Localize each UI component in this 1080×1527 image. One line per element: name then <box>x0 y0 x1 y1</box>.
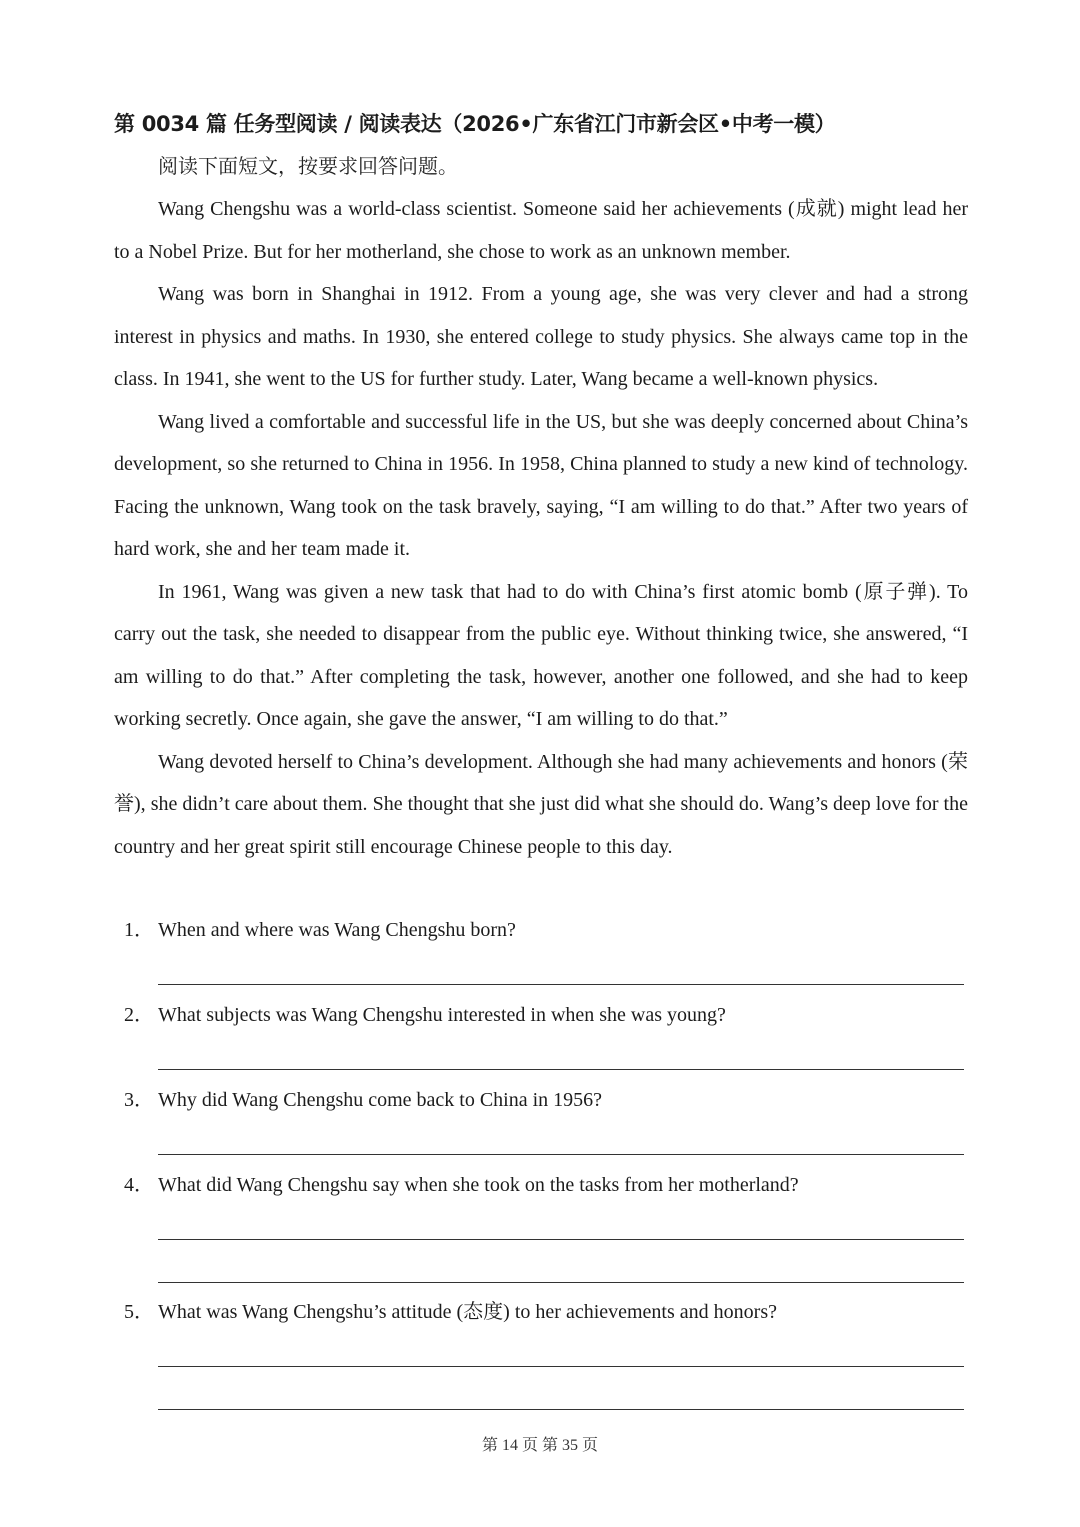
question-number: 2． <box>124 1004 154 1026</box>
question-5 <box>124 1296 777 1328</box>
question-text: What subjects was Wang Chengshu interested in when she was young? <box>158 1004 726 1026</box>
answer-line[interactable] <box>158 1069 964 1070</box>
instruction-text: 阅读下面短文，按要求回答问题。 <box>158 154 458 178</box>
question-text: What was Wang Chengshu’s attitude (态度) to her achievements and honors? <box>158 1301 777 1323</box>
question-2 <box>124 999 726 1031</box>
question-4 <box>124 1169 799 1201</box>
passage-paragraph: Wang lived a comfortable and successful life in the US, but she was deeply concerned about China’s development, so she returned to China in 1956. In 1958, China planned to study a new kind of technology. Facing the unknown, Wang took on the task bravely, saying, “I am willing to do that.” After two years of hard work, she and her team made it. <box>114 410 968 560</box>
question-number: 3． <box>124 1089 154 1111</box>
passage-paragraph: Wang devoted herself to China’s development. Although she had many achievements and honors (荣誉), she didn’t care about them. She thought that she just did what she should do. Wang’s deep love for the country and her great spirit still encourage Chinese people to this day. <box>114 750 968 858</box>
answer-line[interactable] <box>158 1409 964 1410</box>
passage-paragraph: Wang Chengshu was a world-class scientist. Someone said her achievements (成就) might lead her to a Nobel Prize. But for her motherland, she chose to work as an unknown member. <box>114 198 968 263</box>
section-title: 第 0034 篇 任务型阅读 / 阅读表达（2026•广东省江门市新会区•中考一模） <box>114 112 836 136</box>
question-number: 1． <box>124 919 154 941</box>
answer-line[interactable] <box>158 1239 964 1240</box>
passage-paragraph: In 1961, Wang was given a new task that had to do with China’s first atomic bomb (原子弹). To carry out the task, she needed to disappear from the public eye. Without thinking twice, she answered, “I am willing to do that.” After completing the task, however, another one followed, and she had to keep working secretly. Once again, she gave the answer, “I am willing to do that.” <box>114 580 968 730</box>
question-number: 4． <box>124 1174 154 1196</box>
answer-line[interactable] <box>158 984 964 985</box>
question-text: What did Wang Chengshu say when she took on the tasks from her motherland? <box>158 1174 799 1196</box>
page-footer: 第 14 页 第 35 页 <box>481 1437 598 1454</box>
reading-passage <box>114 188 968 868</box>
answer-line[interactable] <box>158 1154 964 1155</box>
question-text: Why did Wang Chengshu come back to China in 1956? <box>158 1089 603 1111</box>
passage-paragraph: Wang was born in Shanghai in 1912. From a young age, she was very clever and had a strong interest in physics and maths. In 1930, she entered college to study physics. She always came top in the class. In 1941, she went to the US for further study. Later, Wang became a well-known physics. <box>114 283 968 390</box>
question-1 <box>124 914 516 946</box>
answer-line[interactable] <box>158 1366 964 1367</box>
question-text: When and where was Wang Chengshu born? <box>158 919 516 941</box>
question-number: 5． <box>124 1301 154 1323</box>
question-3 <box>124 1084 602 1116</box>
answer-line[interactable] <box>158 1282 964 1283</box>
